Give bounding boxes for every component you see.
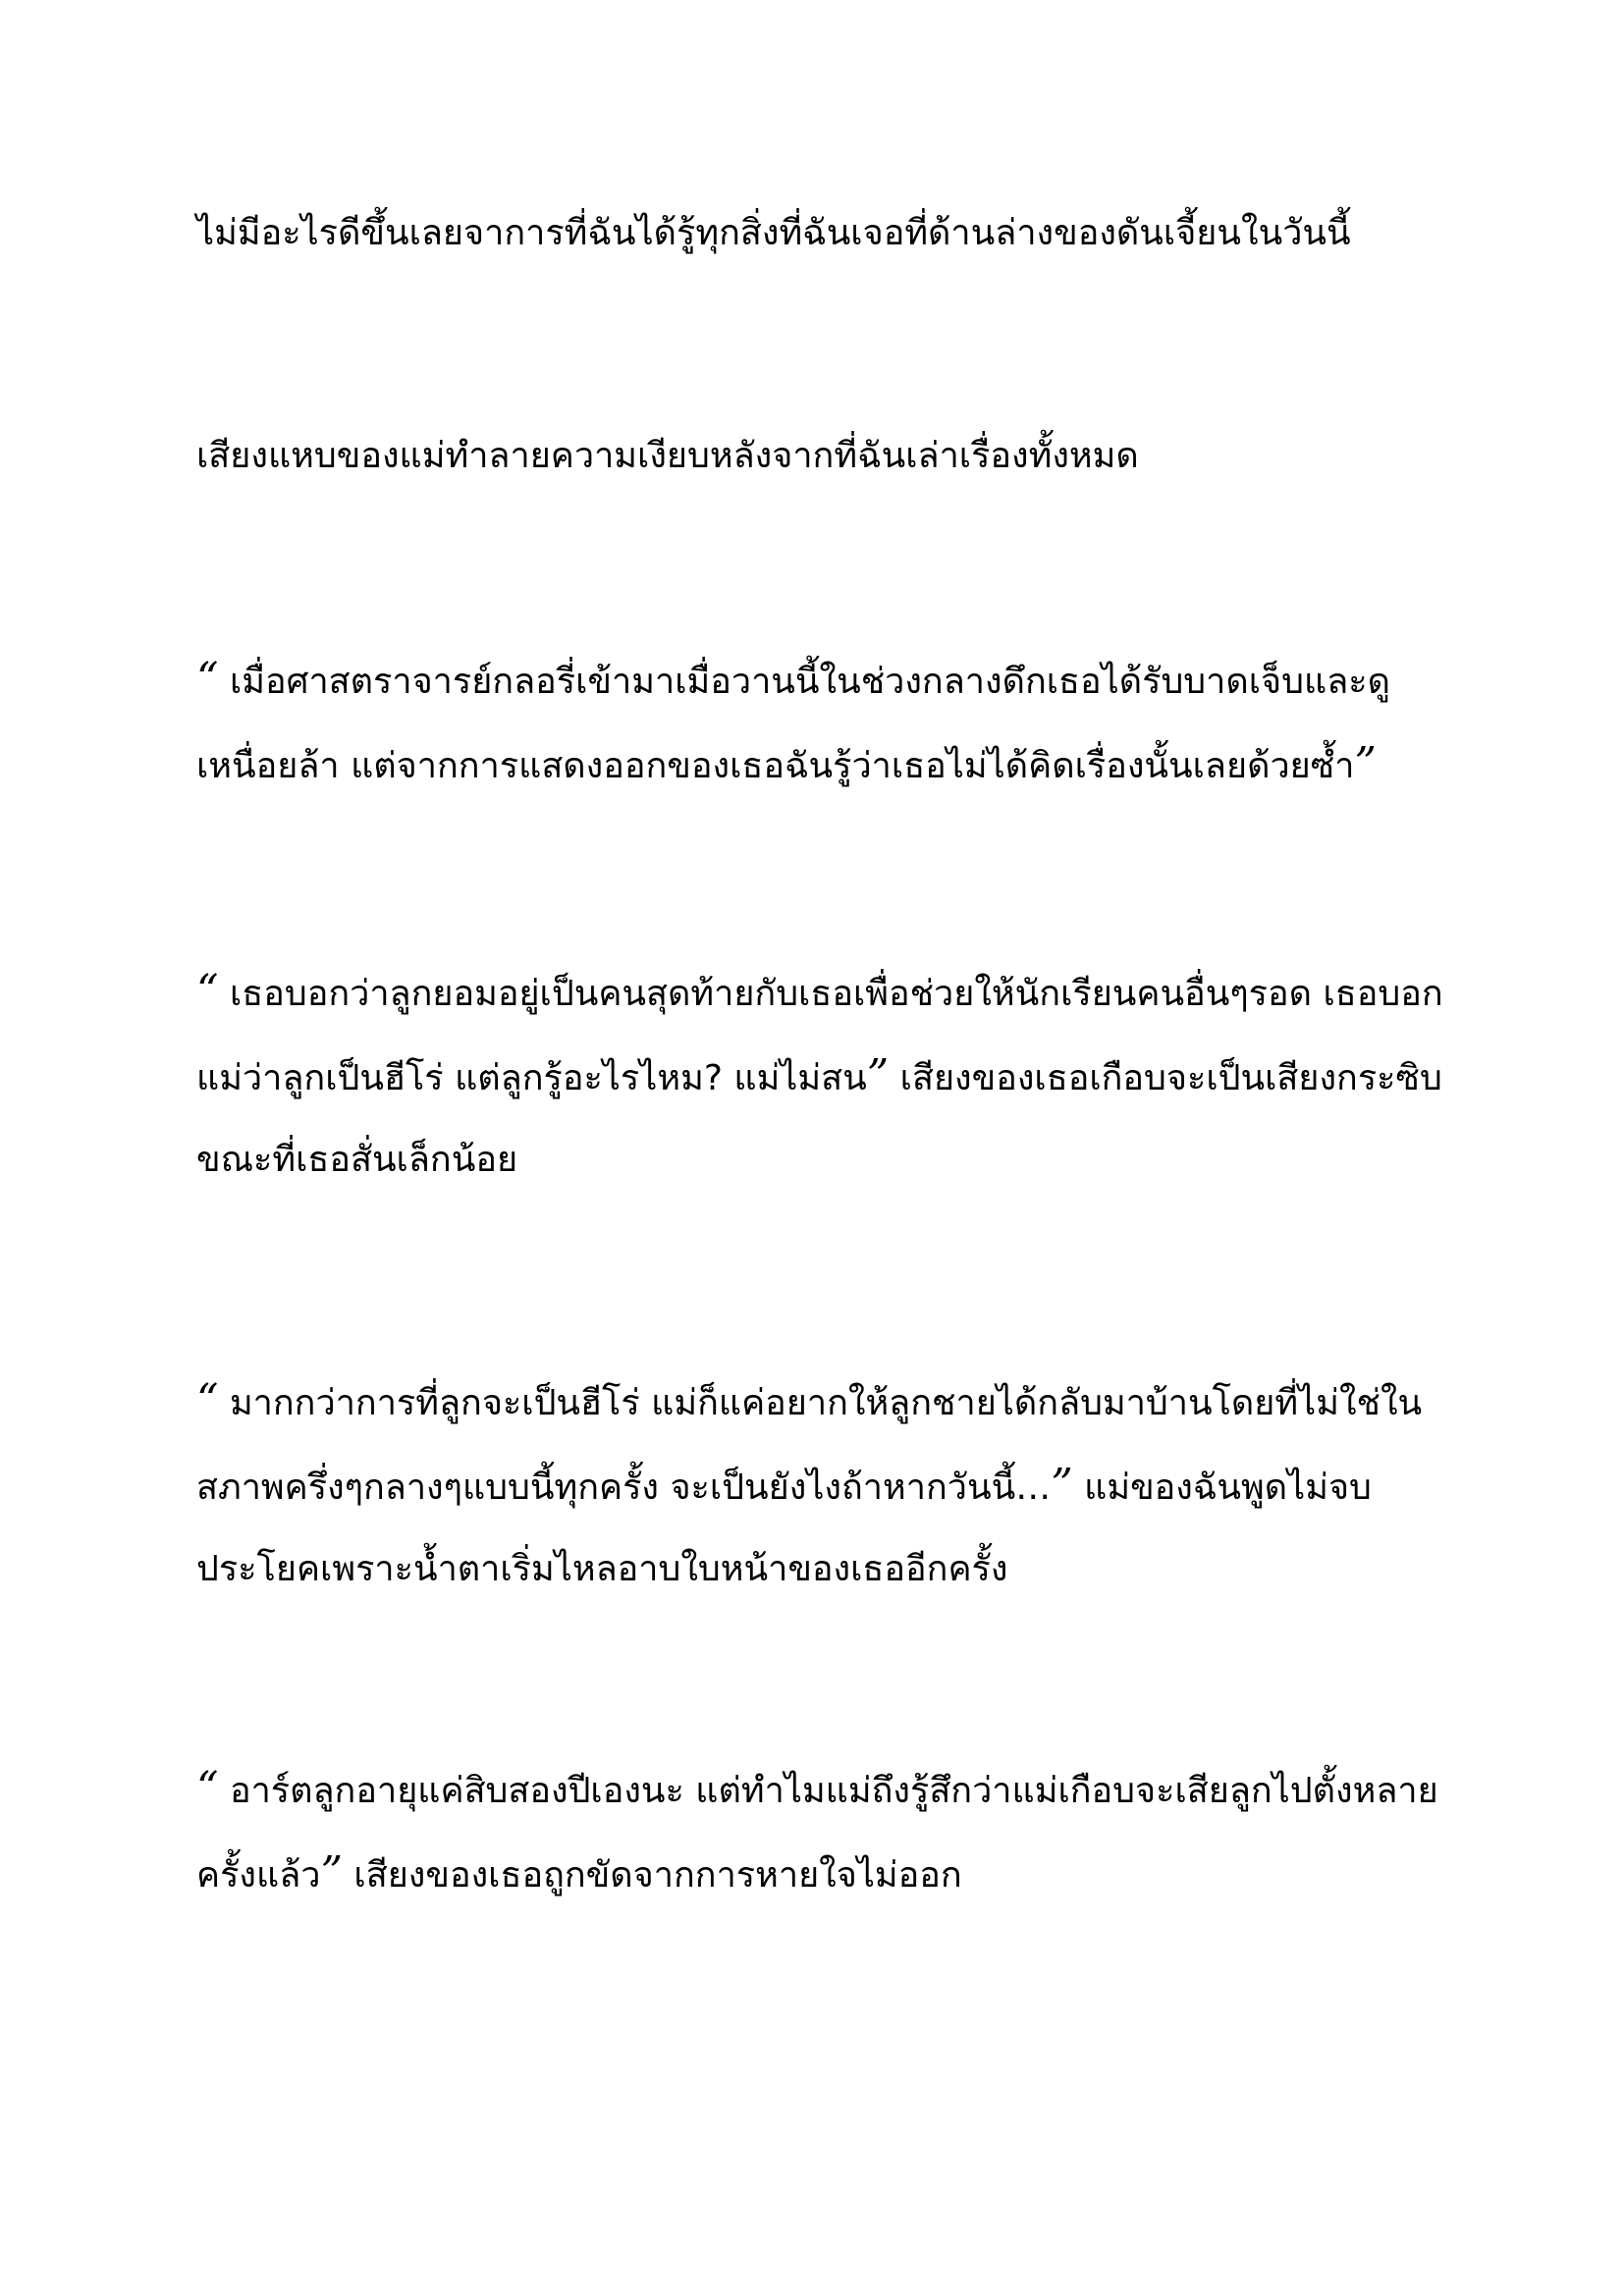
paragraph-text: อาร์ตลูกอายุแค่สิบสองปีเองนะ แต่ทำไมแม่ถึงรู้สึกว่าแม่เกือบจะเสียลูกไปตั้งหลายครั้งแล้ว: [196, 1771, 1438, 1896]
paragraph-1: [196, 189, 1443, 274]
paragraph-text: ไม่มีอะไรดีขึ้นเลยจาการที่ฉันได้รู้ทุกสิ่งที่ฉันเจอที่ด้านล่างของดันเจี้ยนในวันนี้: [196, 213, 1351, 253]
open-quote: “: [196, 654, 219, 704]
paragraph-6: [196, 1747, 1443, 1916]
paragraph-5: [196, 1360, 1443, 1610]
close-quote: ”: [1354, 738, 1377, 788]
paragraph-text: เธอบอกว่าลูกยอมอยู่เป็นคนสุดท้ายกับเธอเพื่อช่วยให้นักเรียนคนอื่นๆรอด เธอบอกแม่ว่าลูกเป็นฮีโร่ แต่ลูกรู้อะไรไหม? แม่ไม่สน: [196, 974, 1443, 1098]
open-quote: “: [196, 966, 219, 1016]
paragraph-4: [196, 950, 1443, 1201]
paragraph-tail: เสียงของเธอเกือบจะเป็นเสียงกระซิบขณะที่เธอสั่นเล็กน้อย: [196, 1058, 1442, 1180]
paragraph-text: เมื่อศาสตราจารย์กลอรี่เข้ามาเมื่อวานนี้ในช่วงกลางดึกเธอได้รับบาดเจ็บและดูเหนื่อยล้า แต่จากการแสดงออกของเธอฉันรู้ว่าเธอไม่ได้คิดเรื่องนั้นเลยด้วยซ้ำ: [196, 662, 1390, 786]
paragraph-2: [196, 412, 1443, 497]
open-quote: “: [196, 1375, 219, 1425]
paragraph-text: มากกว่าการที่ลูกจะเป็นฮีโร่ แม่ก็แค่อยากให้ลูกชายได้กลับมาบ้านโดยที่ไม่ใช่ในสภาพครึ่งๆกลางๆแบบนี้ทุกครั้ง จะเป็นยังไงถ้าหากวันนี้…: [196, 1383, 1423, 1508]
paragraph-tail: เสียงของเธอถูกขัดจากการหายใจไม่ออก: [342, 1855, 962, 1896]
open-quote: “: [196, 1763, 219, 1813]
close-quote: ”: [320, 1847, 343, 1897]
paragraph-3: [196, 638, 1443, 807]
close-quote: ”: [866, 1050, 890, 1100]
paragraph-text: เสียงแหบของแม่ทำลายความเงียบหลังจากที่ฉันเล่าเรื่องทั้งหมด: [196, 436, 1139, 476]
close-quote: ”: [1051, 1460, 1073, 1510]
paragraph-tail: แม่ของฉันพูดไม่จบประโยคเพราะน้ำตาเริ่มไหลอาบใบหน้าของเธออีกครั้ง: [196, 1468, 1372, 1589]
